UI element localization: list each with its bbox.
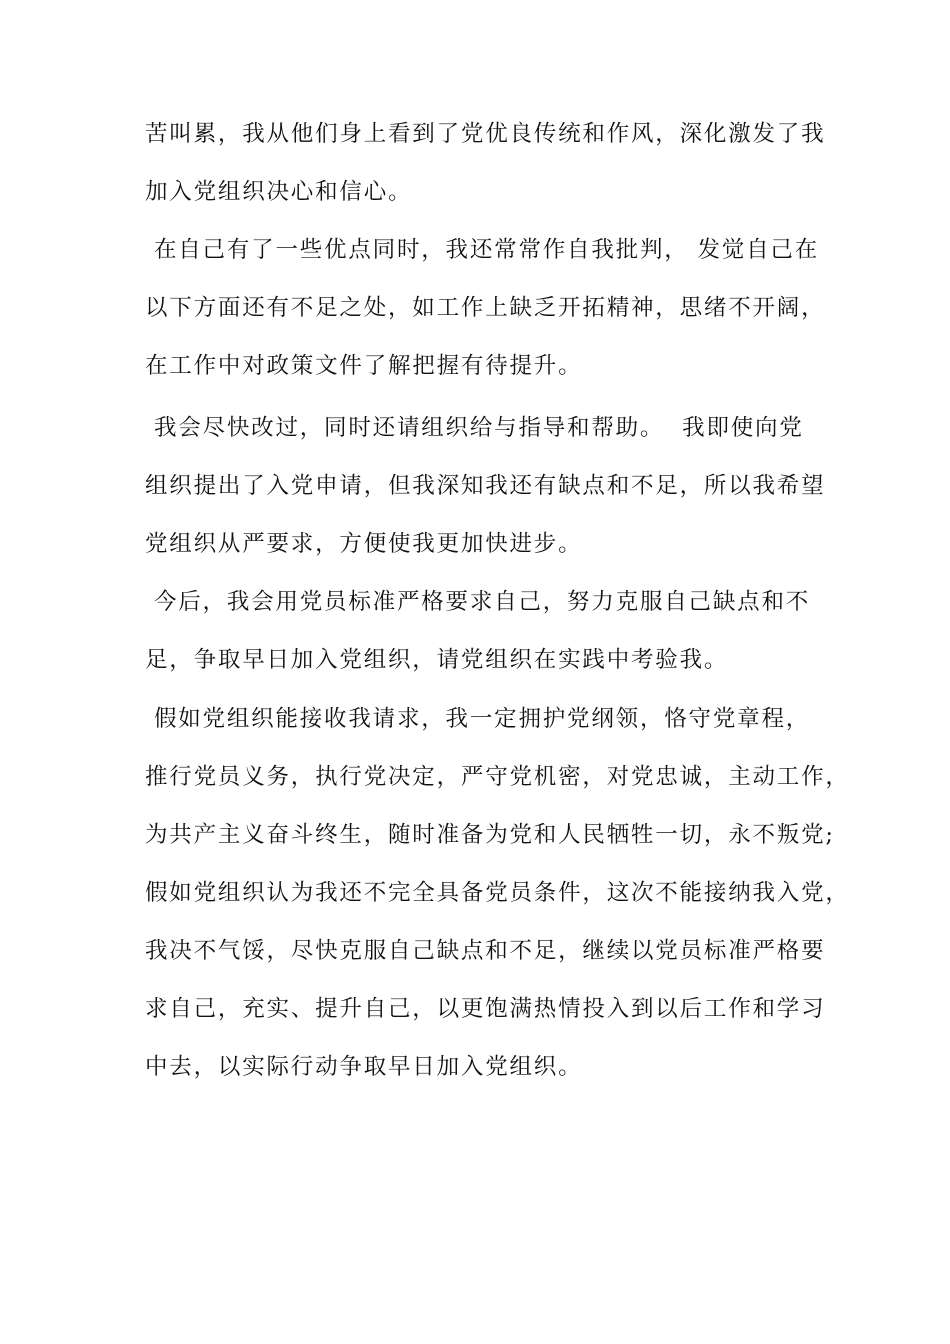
- paragraph-first-line: 我会尽快改过，同时还请组织给与指导和帮助。 我即使向党: [145, 415, 804, 441]
- text-line: 推行党员义务，执行党决定，严守党机密，对党忠诚，主动工作，: [145, 764, 850, 790]
- text-line: 苦叫累，我从他们身上看到了党优良传统和作风，深化激发了我: [145, 121, 826, 147]
- paragraph-first-line: 假如党组织能接收我请求，我一定拥护党纲领，恪守党章程，: [145, 706, 811, 732]
- paragraph-first-line: 今后，我会用党员标准严格要求自己，努力克服自己缺点和不: [145, 589, 811, 615]
- text-line: 组织提出了入党申请，但我深知我还有缺点和不足，所以我希望: [145, 473, 826, 499]
- text-line: 党组织从严要求，方便使我更加快进步。: [145, 531, 583, 557]
- text-line: 假如党组织认为我还不完全具备党员条件，这次不能接纳我入党，: [145, 880, 850, 906]
- text-line: 加入党组织决心和信心。: [145, 179, 413, 205]
- text-line: 中去，以实际行动争取早日加入党组织。: [145, 1054, 583, 1080]
- text-line: 求自己，充实、提升自己，以更饱满热情投入到以后工作和学习: [145, 996, 826, 1022]
- text-line: 足，争取早日加入党组织，请党组织在实践中考验我。: [145, 647, 729, 673]
- text-line: 以下方面还有不足之处，如工作上缺乏开拓精神，思绪不开阔，: [145, 295, 826, 321]
- text-line: 我决不气馁，尽快克服自己缺点和不足，继续以党员标准严格要: [145, 938, 826, 964]
- text-line: 为共产主义奋斗终生，随时准备为党和人民牺牲一切，永不叛党;: [145, 822, 835, 848]
- text-line: 在工作中对政策文件了解把握有待提升。: [145, 353, 583, 379]
- paragraph-first-line: 在自己有了一些优点同时，我还常常作自我批判， 发觉自己在: [145, 237, 820, 263]
